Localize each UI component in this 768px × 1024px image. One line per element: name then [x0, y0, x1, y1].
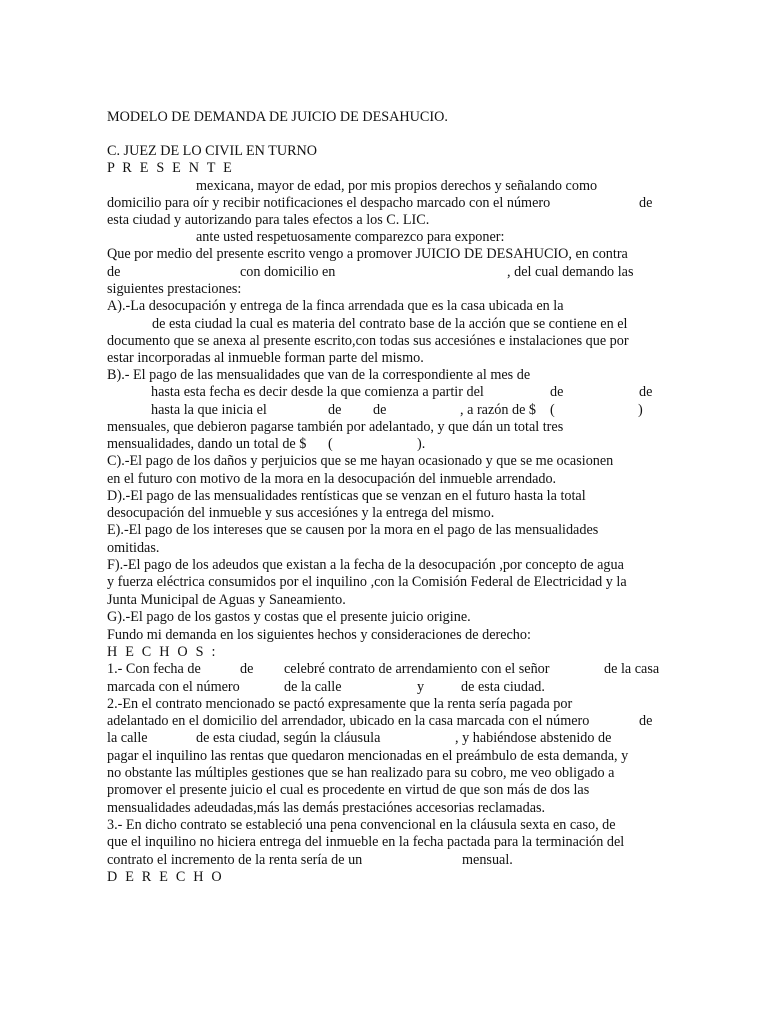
text-segment: esta ciudad y autorizando para tales efectos a los C. LIC. [107, 212, 430, 228]
text-segment: y fuerza eléctrica consumidos por el inquilino ,con la Comisión Federal de Electricidad y la [107, 574, 627, 590]
fundo-line: Fundo mi demanda en los siguientes hechos y consideraciones de derecho: [107, 627, 531, 643]
text-segment: mensualidades adeudadas,más las demás prestaciónes accesorias reclamadas. [107, 800, 546, 816]
text-segment: E).-El pago de los intereses que se causen por la mora en el pago de las mensualidades [107, 522, 599, 538]
text-segment: 2.-En el contrato mencionado se pactó expresamente que la renta sería pagada por [107, 696, 573, 712]
text-segment: de esta ciudad, según la cláusula [196, 730, 381, 746]
text-segment: de [240, 661, 254, 677]
text-segment: la calle [107, 730, 148, 746]
text-segment: A).-La desocupación y entrega de la finca arrendada que es la casa ubicada en la [107, 298, 564, 314]
text-segment: de [639, 713, 653, 729]
addressee: C. JUEZ DE LO CIVIL EN TURNO [107, 143, 318, 159]
text-segment: siguientes prestaciones: [107, 281, 242, 297]
text-segment: en el futuro con motivo de la mora en la desocupación del inmueble arrendado. [107, 471, 557, 487]
text-segment: de [639, 195, 653, 211]
text-segment: B).- El pago de las mensualidades que van de la correspondiente al mes de [107, 367, 531, 383]
text-segment: de [328, 402, 342, 418]
hechos-heading: H E C H O S : [107, 644, 218, 660]
text-segment: G).-El pago de los gastos y costas que el presente juicio origine. [107, 609, 471, 625]
text-segment: , del cual demando las [507, 264, 634, 280]
text-segment: C).-El pago de los daños y perjuicios que se me hayan ocasionado y que se me ocasionen [107, 453, 614, 469]
text-segment: mensuales, que debieron pagarse también por adelantado, y que dán un total tres [107, 419, 564, 435]
text-segment: promover el presente juicio el cual es procedente en virtud de que son más de dos las [107, 782, 590, 798]
text-segment: Junta Municipal de Aguas y Saneamiento. [107, 592, 346, 608]
text-segment: ) [638, 402, 643, 418]
text-segment: ( [550, 402, 555, 418]
text-segment: de [107, 264, 121, 280]
text-segment: desocupación del inmueble y sus accesiónes y la entrega del mismo. [107, 505, 495, 521]
presente-heading: P R E S E N T E [107, 160, 234, 176]
text-segment: adelantado en el domicilio del arrendador, ubicado en la casa marcada con el número [107, 713, 590, 729]
text-segment: pagar el inquilino las rentas que quedaron mencionadas en el preámbulo de esta demanda, y [107, 748, 629, 764]
text-segment: de la calle [284, 679, 342, 695]
text-segment: de esta ciudad. [461, 679, 545, 695]
document-title: MODELO DE DEMANDA DE JUICIO DE DESAHUCIO. [107, 109, 448, 125]
text-segment: y [417, 679, 425, 695]
text-segment: de [373, 402, 387, 418]
text-segment: F).-El pago de los adeudos que existan a la fecha de la desocupación ,por concepto de agua [107, 557, 624, 573]
text-segment: Que por medio del presente escrito vengo a promover JUICIO DE DESAHUCIO, en contra [107, 246, 628, 262]
text-segment: celebré contrato de arrendamiento con el señor [284, 661, 550, 677]
text-segment: contrato el incremento de la renta sería de un [107, 852, 363, 868]
text-segment: documento que se anexa al presente escrito,con todas sus accesiónes e instalaciones que por [107, 333, 629, 349]
text-segment: mensualidades, dando un total de $ [107, 436, 307, 452]
text-segment: estar incorporadas al inmueble forman parte del mismo. [107, 350, 424, 366]
text-segment: de la casa [604, 661, 660, 677]
text-segment: hasta esta fecha es decir desde la que comienza a partir del [151, 384, 484, 400]
text-segment: ante usted respetuosamente comparezco para exponer: [196, 229, 505, 245]
text-segment: de esta ciudad la cual es materia del contrato base de la acción que se contiene en el [152, 316, 628, 332]
text-segment: 3.- En dicho contrato se estableció una pena convencional en la cláusula sexta en caso, de [107, 817, 616, 833]
text-segment: ( [328, 436, 333, 452]
text-segment: de [639, 384, 653, 400]
text-segment: , a razón de $ [460, 402, 537, 418]
text-segment: omitidas. [107, 540, 160, 556]
text-segment: mensual. [462, 852, 513, 868]
text-segment: marcada con el número [107, 679, 240, 695]
text-segment: con domicilio en [240, 264, 336, 280]
text-segment: de [550, 384, 564, 400]
text-segment: ). [417, 436, 426, 452]
text-segment: no obstante las múltiples gestiones que se han realizado para su cobro, me veo obligado a [107, 765, 615, 781]
text-segment: domicilio para oír y recibir notificaciones el despacho marcado con el número [107, 195, 551, 211]
derecho-heading: D E R E C H O [107, 869, 224, 885]
text-segment: hasta la que inicia el [151, 402, 267, 418]
text-segment: que el inquilino no hiciera entrega del inmueble en la fecha pactada para la terminación del [107, 834, 625, 850]
text-segment: , y habiéndose abstenido de [455, 730, 612, 746]
text-segment: 1.- Con fecha de [107, 661, 201, 677]
text-segment: D).-El pago de las mensualidades rentísticas que se venzan en el futuro hasta la total [107, 488, 586, 504]
text-segment: mexicana, mayor de edad, por mis propios derechos y señalando como [196, 178, 598, 194]
